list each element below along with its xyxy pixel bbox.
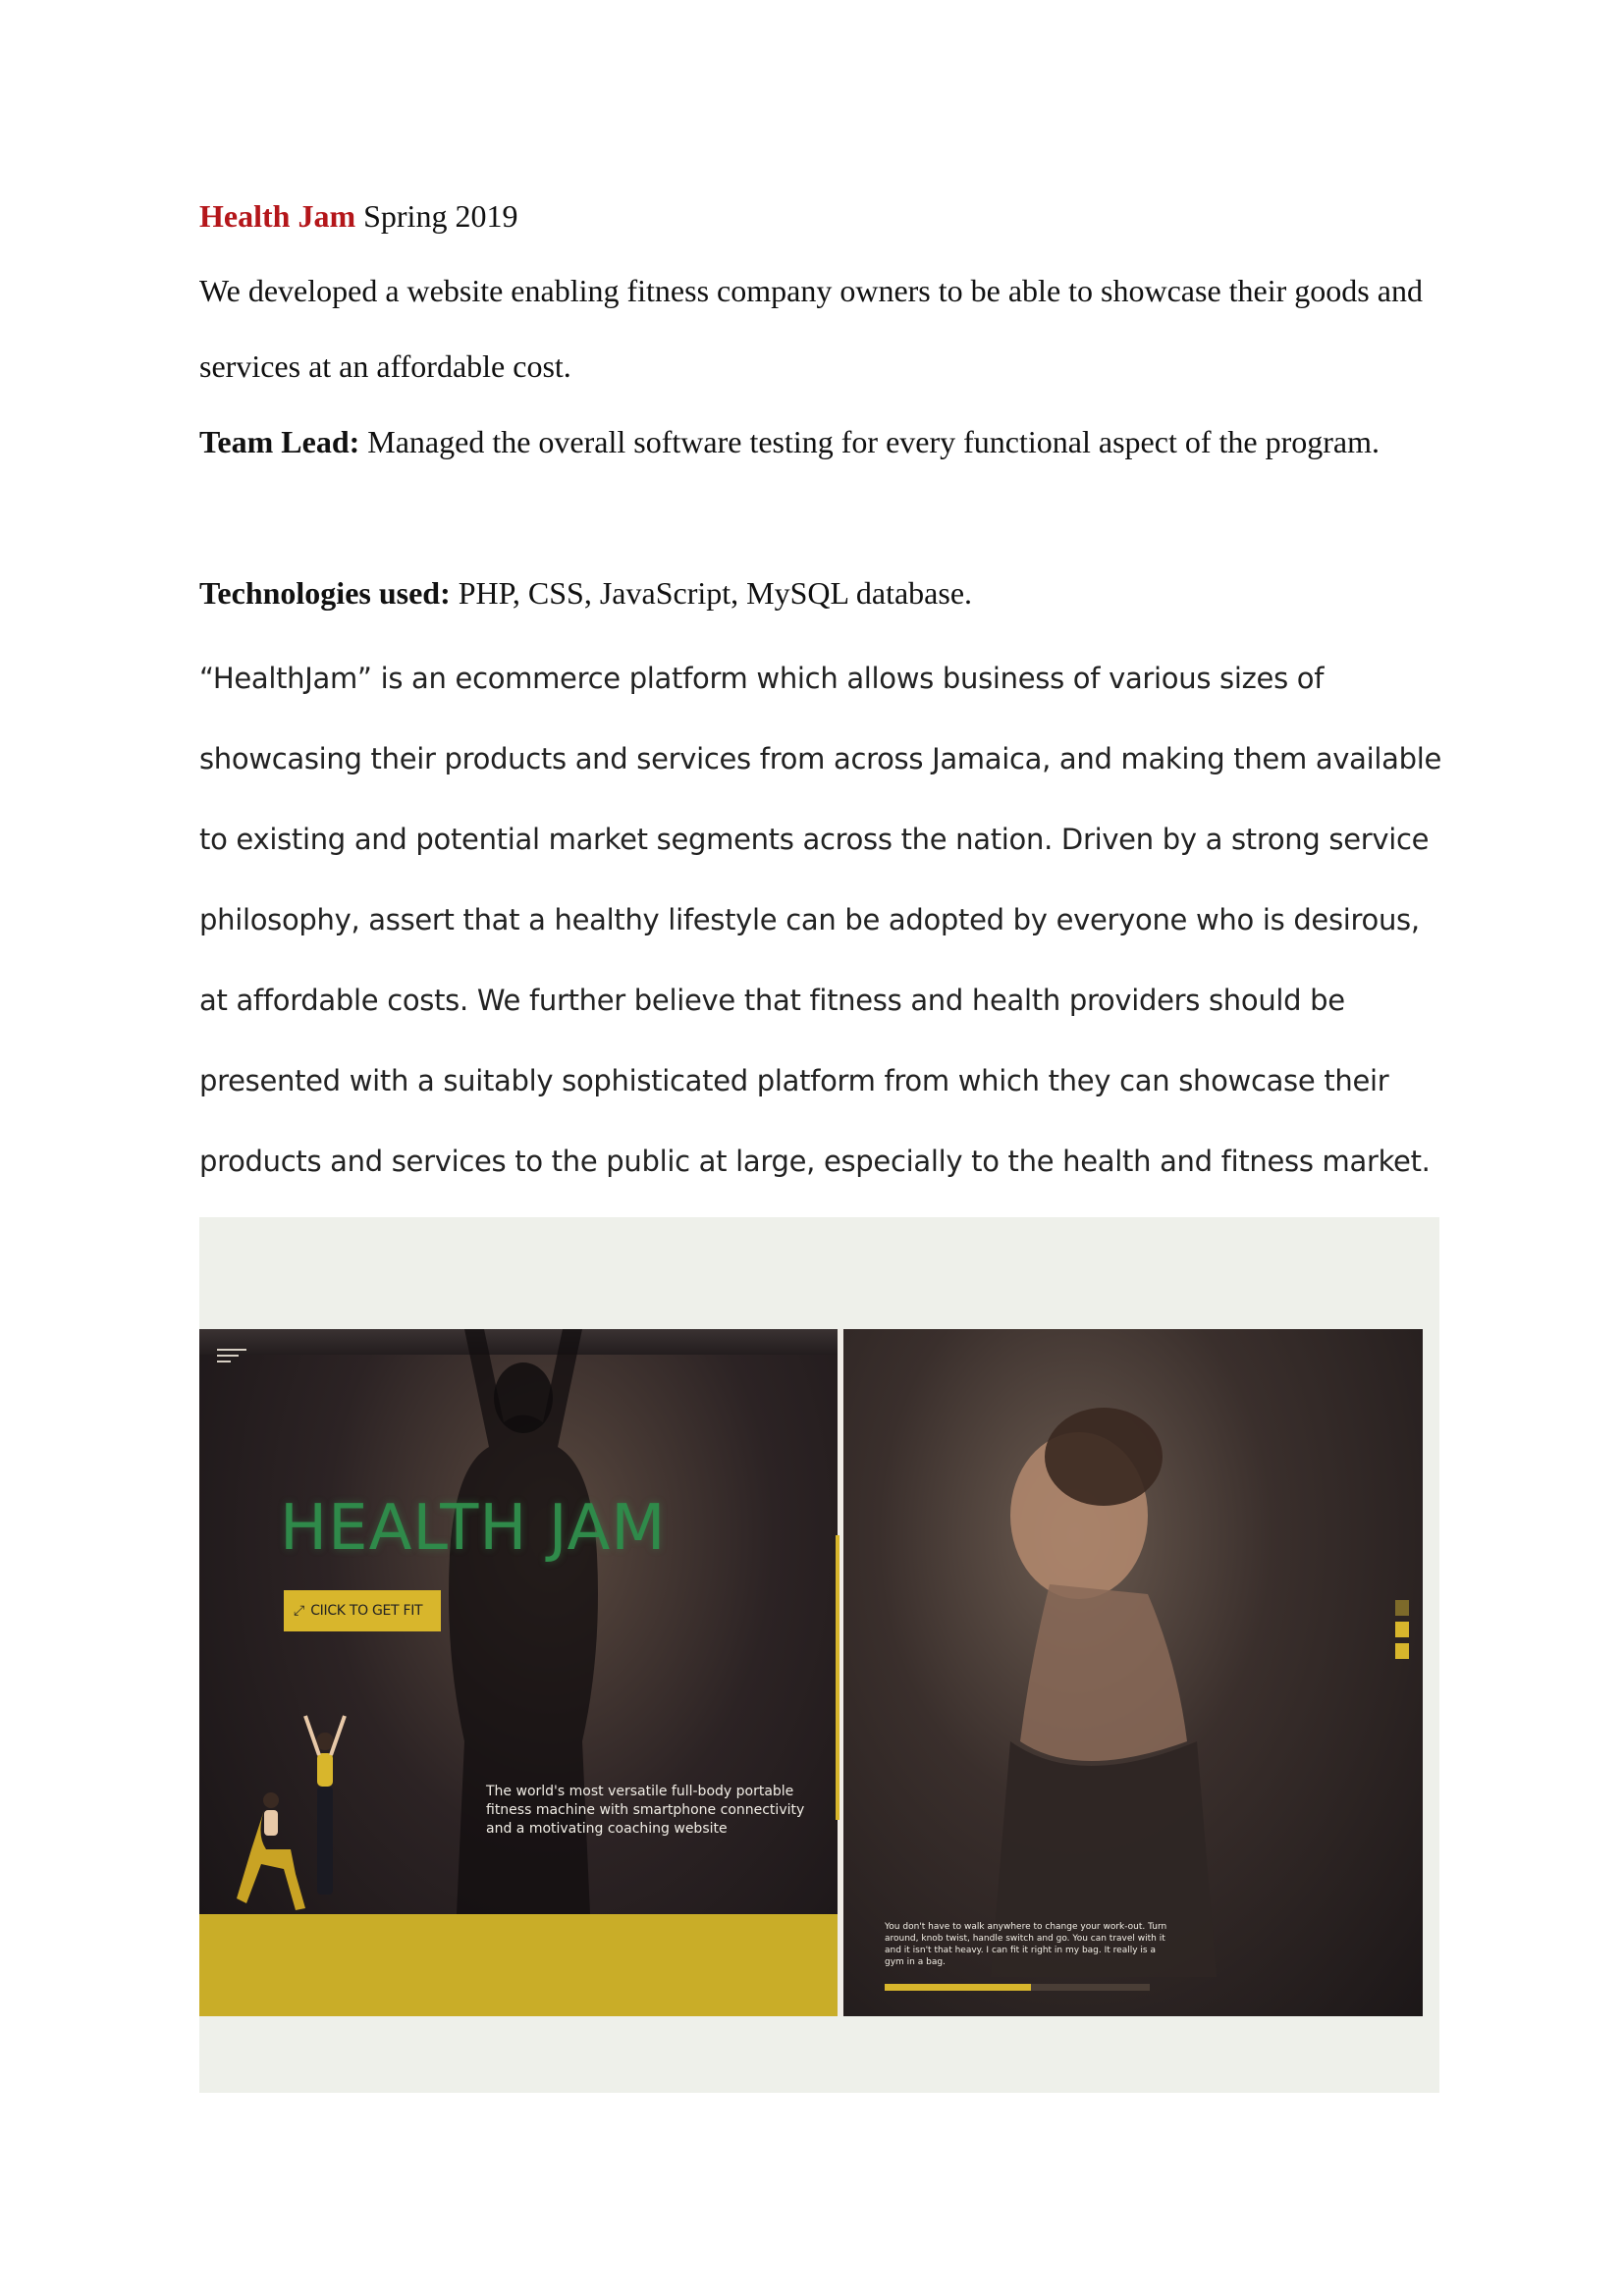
athlete-silhouette — [396, 1329, 651, 1957]
get-fit-label: CIICK TO GET FIT — [310, 1603, 423, 1619]
progress-fill — [885, 1984, 1031, 1991]
slide-dot[interactable] — [1395, 1600, 1409, 1616]
yellow-floor-band — [199, 1914, 838, 2016]
progress-bar — [885, 1984, 1150, 1991]
hero-left-panel — [199, 1329, 838, 2016]
team-lead-text: Managed the overall software testing for every functional aspect of the program. — [367, 424, 1380, 459]
gold-accent-bar — [836, 1535, 839, 1820]
intro-paragraph: We developed a website enabling fitness company owners to be able to showcase their goods and services at an affordable cost. — [199, 273, 1423, 384]
hero-tagline: The world's most versatile full-body portable fitness machine with smartphone connectivity and a motivating coaching website — [486, 1784, 805, 1837]
hero-title: HEALTH JAM — [280, 1492, 667, 1565]
website-screenshot — [199, 1329, 1423, 2016]
right-caption: You don't have to walk anywhere to change your work-out. Turn around, knob twist, handle switch and go. You can travel with it and it isn't that heavy. I can fit it right in my bag. It really is a gym in a bag. — [885, 1922, 1167, 1967]
team-lead-label: Team Lead: — [199, 424, 360, 459]
description-paragraph: “HealthJam” is an ecommerce platform which allows business of various sizes of showcasing their products and services from across Jamaica, and making them available to existing and potential market segments across the nation. Driven by a strong service philosophy, assert that a healthy lifestyle can be adopted by everyone who is desirous, at affordable costs. We further believe that fitness and health providers should be presented with a suitably sophisticated platform from which they can showcase their products and services to the public at large, especially to the health and fitness market. — [199, 662, 1442, 1178]
technologies-label: Technologies used: — [199, 575, 451, 611]
project-heading — [199, 196, 517, 236]
technologies-paragraph — [199, 556, 1436, 631]
slide-indicator[interactable] — [1395, 1600, 1409, 1665]
team-lead-paragraph — [199, 404, 1436, 480]
hero-right-panel — [843, 1329, 1423, 2016]
slide-dot[interactable] — [1395, 1622, 1409, 1637]
hamburger-menu-icon[interactable] — [217, 1349, 246, 1366]
get-fit-button[interactable] — [284, 1590, 441, 1631]
project-name: Health Jam — [199, 198, 356, 234]
athlete-portrait — [932, 1368, 1256, 1977]
expand-arrows-icon: ⤢ — [294, 1603, 305, 1619]
slide-dot[interactable] — [1395, 1643, 1409, 1659]
website-screenshot-figure — [199, 1217, 1439, 2093]
project-term: Spring 2019 — [363, 198, 518, 234]
workout-illustration-icon — [237, 1702, 364, 1928]
technologies-text: PHP, CSS, JavaScript, MySQL database. — [458, 575, 973, 611]
